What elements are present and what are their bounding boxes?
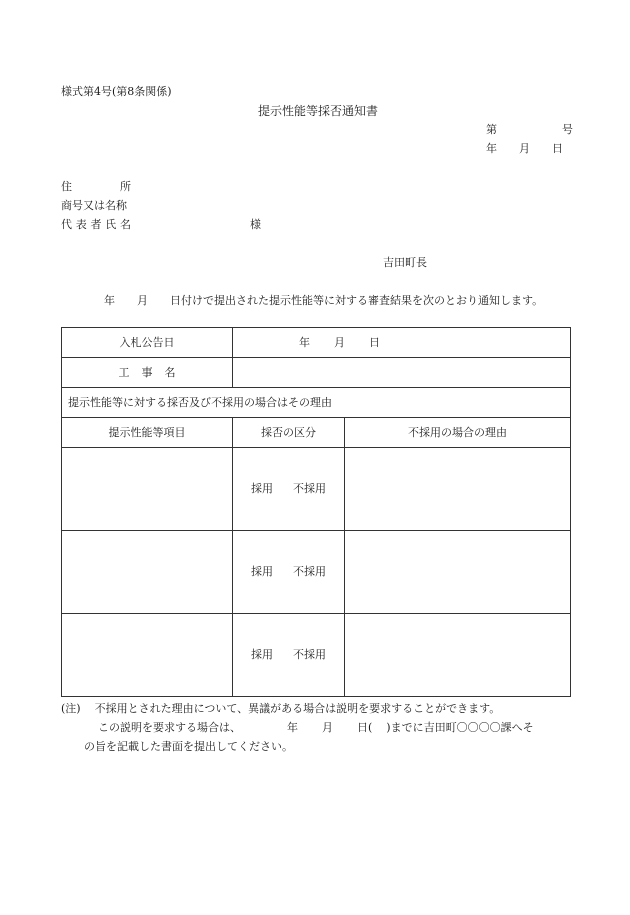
reason-cell bbox=[345, 614, 571, 697]
project-label: 工 事 名 bbox=[62, 358, 233, 388]
bid-date-row bbox=[62, 328, 571, 358]
column-header-item: 提示性能等項目 bbox=[62, 418, 233, 448]
item-cell bbox=[62, 531, 233, 614]
column-header-decision: 採否の区分 bbox=[233, 418, 345, 448]
project-value bbox=[233, 358, 571, 388]
document-title: 提示性能等採否通知書 bbox=[258, 104, 379, 118]
note-line-1: (注) 不採用とされた理由について、異議がある場合は説明を要求することができます。 bbox=[61, 702, 501, 715]
decision-cell bbox=[233, 531, 345, 614]
section-title-row bbox=[62, 388, 571, 418]
result-table bbox=[61, 327, 571, 697]
honorific: 様 bbox=[250, 218, 261, 231]
table-row bbox=[62, 531, 571, 614]
note-line-2: この説明を要求する場合は、 年 月 日( )までに吉田町〇〇〇〇課へそ bbox=[98, 721, 534, 734]
project-row bbox=[62, 358, 571, 388]
reason-cell bbox=[345, 531, 571, 614]
table-row bbox=[62, 614, 571, 697]
adopt-option: 採用 bbox=[251, 565, 273, 578]
adopt-option: 採用 bbox=[251, 482, 273, 495]
note-mark: (注) bbox=[61, 702, 81, 715]
representative-name-label: 代 表 者 氏 名 bbox=[61, 218, 131, 231]
address-label: 住 所 bbox=[61, 180, 131, 193]
company-name-label: 商号又は名称 bbox=[61, 199, 127, 212]
reject-option: 不採用 bbox=[293, 482, 326, 495]
section-title: 提示性能等に対する採否及び不採用の場合はその理由 bbox=[62, 388, 571, 418]
bid-date-label: 入札公告日 bbox=[62, 328, 233, 358]
decision-cell bbox=[233, 614, 345, 697]
decision-cell bbox=[233, 448, 345, 531]
table-row bbox=[62, 448, 571, 531]
item-cell bbox=[62, 614, 233, 697]
document-number: 第 号 bbox=[486, 123, 573, 136]
bid-date-value: 年 月 日 bbox=[233, 328, 571, 358]
column-header-row bbox=[62, 418, 571, 448]
reject-option: 不採用 bbox=[293, 648, 326, 661]
document-date: 年 月 日 bbox=[486, 142, 563, 155]
note-line-3: の旨を記載した書面を提出してください。 bbox=[84, 740, 293, 753]
column-header-reason: 不採用の場合の理由 bbox=[345, 418, 571, 448]
sender-name: 吉田町長 bbox=[383, 256, 427, 269]
reject-option: 不採用 bbox=[293, 565, 326, 578]
intro-sentence: 年 月 日付けで提出された提示性能等に対する審査結果を次のとおり通知します。 bbox=[104, 294, 544, 307]
reason-cell bbox=[345, 448, 571, 531]
adopt-option: 採用 bbox=[251, 648, 273, 661]
item-cell bbox=[62, 448, 233, 531]
form-reference: 様式第4号(第8条関係) bbox=[61, 85, 172, 98]
